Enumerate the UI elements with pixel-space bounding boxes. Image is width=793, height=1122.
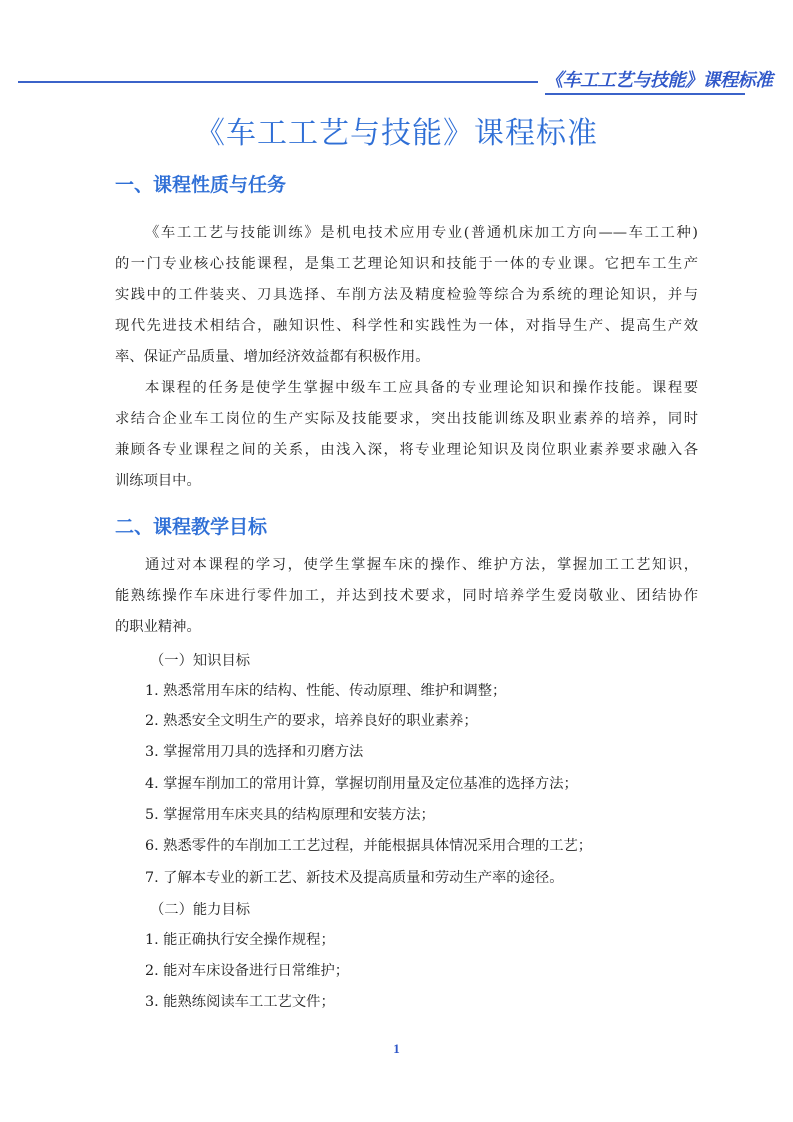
text-line: 训练项目中。 xyxy=(115,473,201,489)
section1-paragraph-2 xyxy=(115,373,698,497)
knowledge-goals-heading: （一）知识目标 xyxy=(150,653,251,669)
text-line: 率、保证产品质量、增加经济效益都有积极作用。 xyxy=(115,349,430,365)
header-rule xyxy=(18,81,538,83)
section1-paragraph-1 xyxy=(115,218,698,373)
knowledge-item: 6. 熟悉零件的车削加工工艺过程，并能根据具体情况采用合理的工艺； xyxy=(145,838,593,854)
knowledge-item: 1. 熟悉常用车床的结构、性能、传动原理、维护和调整； xyxy=(145,683,507,699)
knowledge-item: 2. 熟悉安全文明生产的要求，培养良好的职业素养； xyxy=(145,713,478,729)
text-line: 的一门专业核心技能课程，是集工艺理论知识和技能于一体的专业课。它把车工生产 xyxy=(115,256,698,272)
text-line: 兼顾各专业课程之间的关系，由浅入深，将专业理论知识及岗位职业素养要求融入各 xyxy=(115,442,698,458)
text-line: 求结合企业车工岗位的生产实际及技能要求，突出技能训练及职业素养的培养，同时 xyxy=(115,411,698,427)
text-line: 本课程的任务是使学生掌握中级车工应具备的专业理论知识和操作技能。课程要 xyxy=(145,380,698,396)
knowledge-item: 7. 了解本专业的新工艺、新技术及提高质量和劳动生产率的途径。 xyxy=(145,870,564,886)
ability-item: 1. 能正确执行安全操作规程； xyxy=(145,932,335,948)
page-number: 1 xyxy=(393,1041,400,1056)
text-line: 能熟练操作车床进行零件加工，并达到技术要求，同时培养学生爱岗敬业、团结协作 xyxy=(115,588,698,604)
section2-intro-paragraph xyxy=(115,550,698,643)
text-line: 现代先进技术相结合，融知识性、科学性和实践性为一体，对指导生产、提高生产效 xyxy=(115,318,698,334)
text-line: 《车工工艺与技能训练》是机电技术应用专业(普通机床加工方向——车工工种) xyxy=(145,225,698,241)
ability-goals-heading: （二）能力目标 xyxy=(150,902,251,918)
knowledge-item: 3. 掌握常用刀具的选择和刃磨方法 xyxy=(145,744,364,760)
running-header-title: 《车工工艺与技能》课程标准 xyxy=(545,66,745,95)
section-heading-1: 一、课程性质与任务 xyxy=(115,174,287,196)
section-heading-2: 二、课程教学目标 xyxy=(115,516,268,538)
ability-item: 2. 能对车床设备进行日常维护； xyxy=(145,963,350,979)
knowledge-item: 4. 掌握车削加工的常用计算，掌握切削用量及定位基准的选择方法； xyxy=(145,776,578,792)
document-title: 《车工工艺与技能》课程标准 xyxy=(195,116,598,151)
text-line: 通过对本课程的学习，使学生掌握车床的操作、维护方法，掌握加工工艺知识， xyxy=(145,557,698,573)
knowledge-item: 5. 掌握常用车床夹具的结构原理和安装方法； xyxy=(145,807,435,823)
ability-item: 3. 能熟练阅读车工工艺文件； xyxy=(145,994,335,1010)
text-line: 的职业精神。 xyxy=(115,619,201,635)
text-line: 实践中的工件装夹、刀具选择、车削方法及精度检验等综合为系统的理论知识，并与 xyxy=(115,287,698,303)
